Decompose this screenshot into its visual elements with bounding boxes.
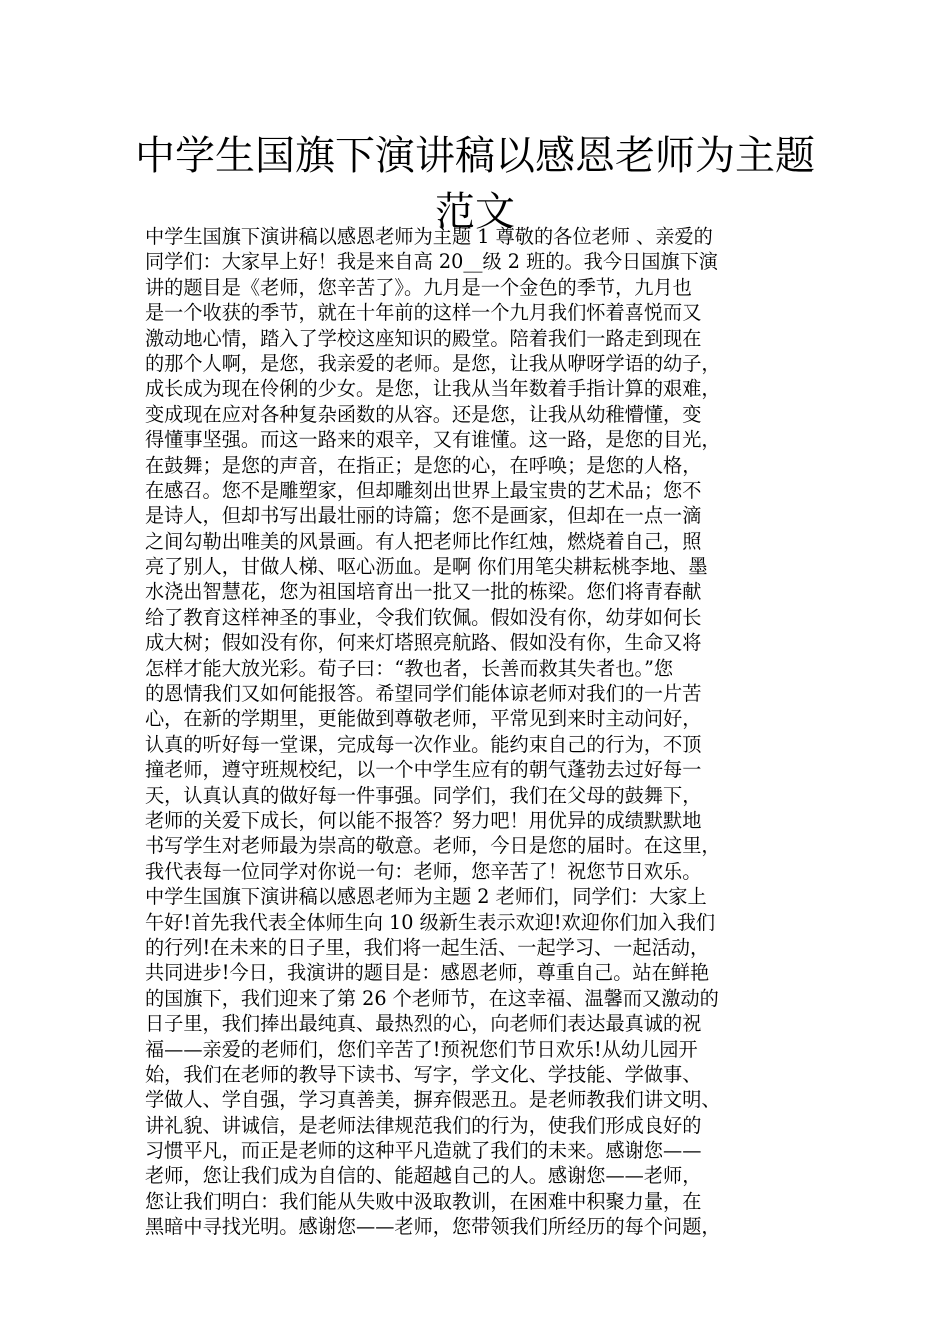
text-line: 在感召。您不是雕塑家，但却雕刻出世界上最宝贵的艺术品；您不 [145,478,702,502]
text-line: 激动地心情，踏入了学校这座知识的殿堂。陪着我们一路走到现在 [145,326,702,350]
title-line-2: 范文 [435,189,515,235]
text-line: 是一个收获的季节，就在十年前的这样一个九月我们怀着喜悦而又 [145,301,702,325]
text-line: 老师的关爱下成长，何以能不报答？努力吧！用优异的成绩默默地 [145,808,702,832]
text-line: 黑暗中寻找光明。感谢您——老师，您带领我们所经历的每个问题， [145,1215,721,1239]
text-line: 的恩情我们又如何能报答。希望同学们能体谅老师对我们的一片苦 [145,682,702,706]
title-line-1: 中学生国旗下演讲稿以感恩老师为主题 [135,133,815,179]
text-line: 讲礼貌、讲诚信，是老师法律规范我们的行为，使我们形成良好的 [145,1113,702,1137]
text-line: 的那个人啊，是您，我亲爱的老师。是您，让我从咿呀学语的幼子， [145,351,721,375]
text-line: 心，在新的学期里，更能做到尊敬老师，平常见到来时主动问好， [145,707,702,731]
text-line: 讲的题目是《老师，您辛苦了》。九月是一个金色的季节，九月也 [145,275,692,299]
text-line: 得懂事坚强。而这一路来的艰辛，又有谁懂。这一路，是您的目光， [145,428,721,452]
text-line: 同学们：大家早上好！我是来自高 20__级 2 班的。我今日国旗下演 [145,250,718,274]
text-line: 天，认真认真的做好每一件事强。同学们，我们在父母的鼓舞下， [145,783,702,807]
text-line: 共同进步!今日，我演讲的题目是：感恩老师，尊重自己。站在鲜艳 [145,961,710,985]
text-line: 认真的听好每一堂课，完成每一次作业。能约束自己的行为，不顶 [145,732,702,756]
text-line: 老师，您让我们成为自信的、能超越自己的人。感谢您——老师， [145,1164,702,1188]
text-line: 福——亲爱的老师们，您们辛苦了!预祝您们节日欢乐!从幼儿园开 [145,1037,698,1061]
text-line: 变成现在应对各种复杂函数的从容。还是您，让我从幼稚懵懂，变 [145,402,702,426]
text-line: 成大树；假如没有你，何来灯塔照亮航路、假如没有你，生命又将 [145,631,702,655]
text-line: 学做人、学自强，学习真善美，摒弃假恶丑。是老师教我们讲文明、 [145,1088,721,1112]
text-line: 成长成为现在伶俐的少女。是您，让我从当年数着手指计算的艰难， [145,377,721,401]
text-line: 撞老师，遵守班规校纪，以一个中学生应有的朝气蓬勃去过好每一 [145,758,702,782]
text-line: 日子里，我们捧出最纯真、最热烈的心，向老师们表达最真诚的祝 [145,1012,702,1036]
text-line: 之间勾勒出唯美的风景画。有人把老师比作红烛，燃烧着自己，照 [145,529,702,553]
text-line: 午好!首先我代表全体师生向 10 级新生表示欢迎!欢迎你们加入我们 [145,910,716,934]
text-line: 中学生国旗下演讲稿以感恩老师为主题 1 尊敬的各位老师 、亲爱的 [145,225,713,248]
text-line: 在鼓舞；是您的声音，在指正；是您的心，在呼唤；是您的人格， [145,453,702,477]
text-line: 的行列!在未来的日子里，我们将一起生活、一起学习、一起活动， [145,935,710,959]
text-line: 水浇出智慧花，您为祖国培育出一批又一批的栋梁。您们将青春献 [145,580,702,604]
text-line: 的国旗下，我们迎来了第 26 个老师节，在这幸福、温馨而又激动的 [145,986,719,1010]
text-line: 始，我们在老师的教导下读书、写字，学文化、学技能、学做事、 [145,1062,702,1086]
text-line: 给了教育这样神圣的事业，令我们钦佩。假如没有你，幼芽如何长 [145,605,702,629]
text-line: 习惯平凡，而正是老师的这种平凡造就了我们的未来。感谢您—— [145,1139,702,1163]
body-paragraph [145,224,813,1240]
text-line: 怎样才能大放光彩。荀子曰：“教也者，长善而救其失者也。”您 [145,656,674,680]
text-line: 亮了别人，甘做人梯、呕心沥血。是啊 你们用笔尖耕耘桃李地、墨 [145,555,708,579]
text-line: 我代表每一位同学对你说一句：老师，您辛苦了！祝您节日欢乐。 [145,859,702,883]
text-line: 书写学生对老师最为崇高的敬意。老师，今日是您的届时。在这里， [145,834,721,858]
text-line: 中学生国旗下演讲稿以感恩老师为主题 2 老师们，同学们：大家上 [145,885,707,909]
text-line: 是诗人，但却书写出最壮丽的诗篇；您不是画家，但却在一点一滴 [145,504,702,528]
text-line: 您让我们明白：我们能从失败中汲取教训，在困难中积聚力量，在 [145,1189,702,1213]
